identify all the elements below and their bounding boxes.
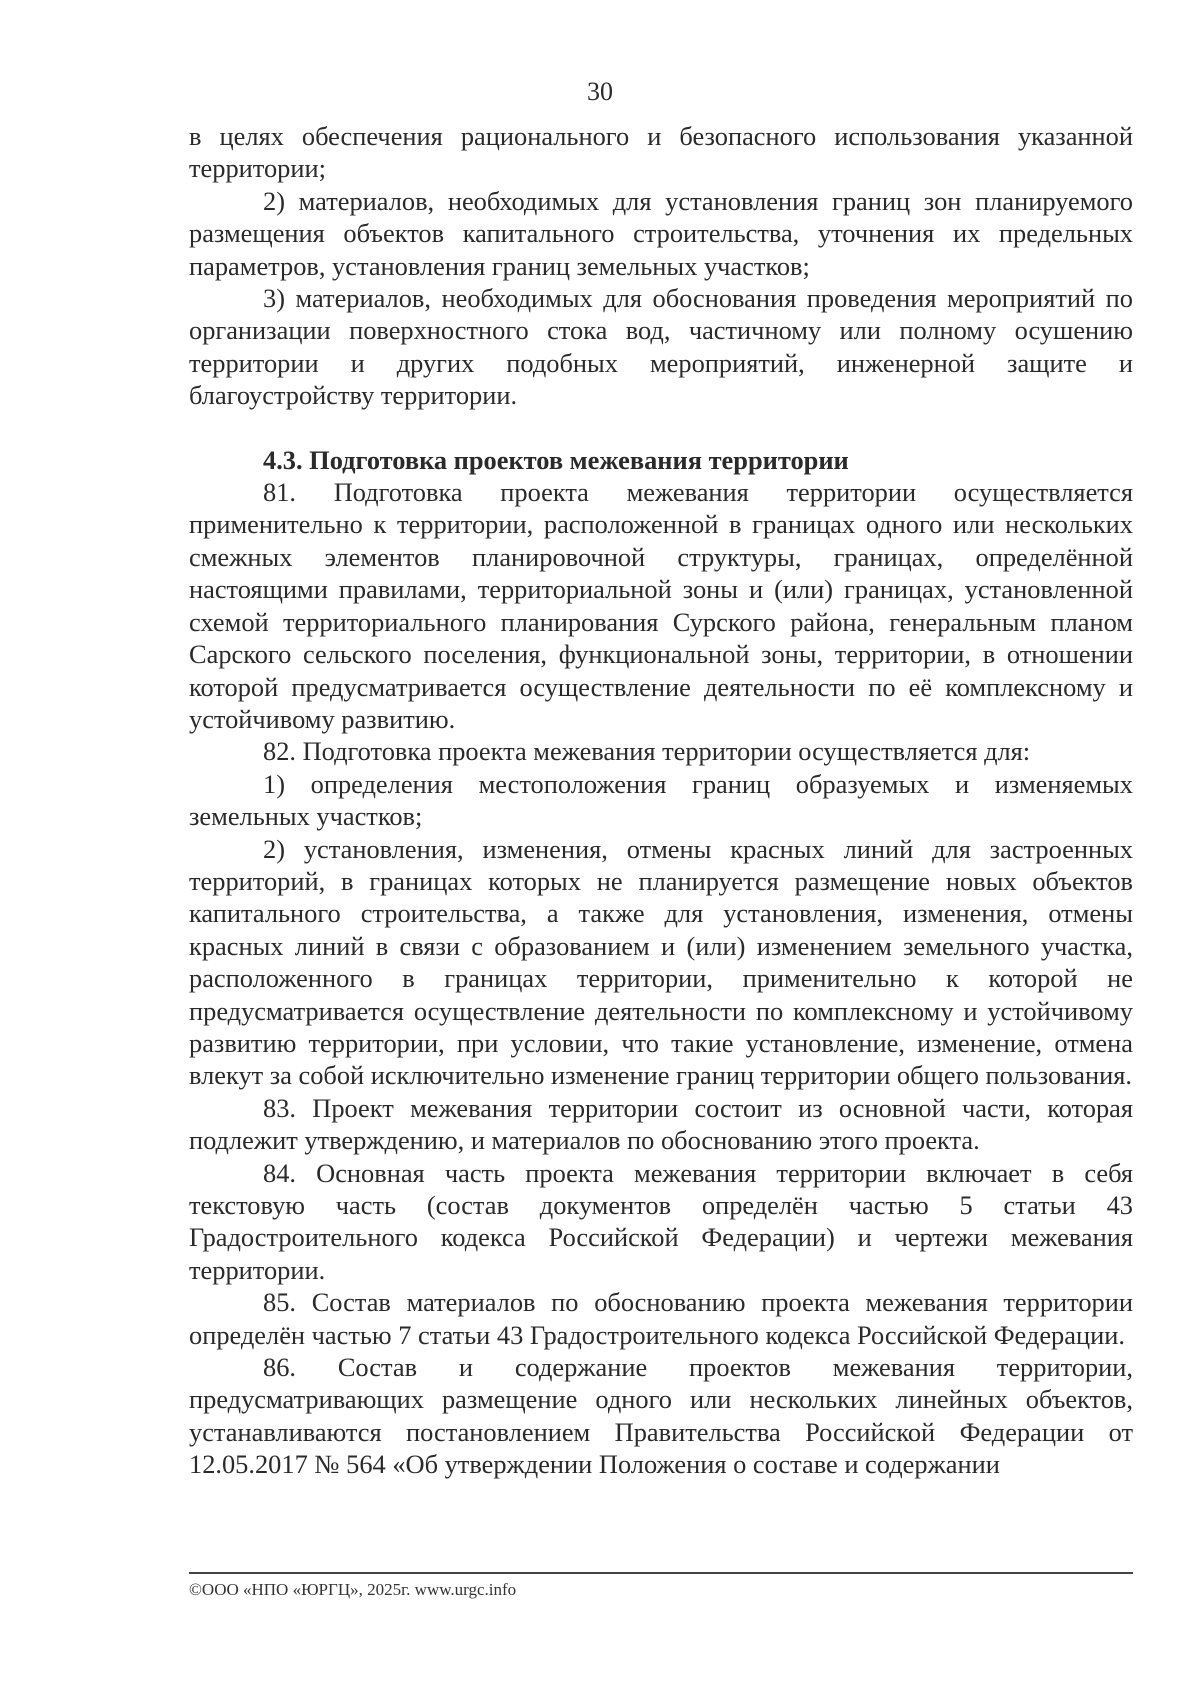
- paragraph-continuation: в целях обеспечения рационального и безопасного использования указанной территории;: [189, 121, 1133, 184]
- section-heading: 4.3. Подготовка проектов межевания территории: [263, 444, 849, 475]
- paragraph-86: 86. Состав и содержание проектов межевания территории, предусматривающих размещение одного или нескольких линейных объектов, устанавливаются постановлением Правительства Российской Федерации от 12.05.2017 № 564 «Об утверждении Положения о составе и содержании: [189, 1352, 1133, 1480]
- paragraph-84: 84. Основная часть проекта межевания территории включает в себя текстовую часть (состав документов определён частью 5 статьи 43 Градостроительного кодекса Российской Федерации) и чертежи межевания территории.: [189, 1157, 1133, 1285]
- footer-copyright: ©ООО «НПО «ЮРГЦ», 2025г. www.urgc.info: [189, 1580, 517, 1599]
- footer-divider: [189, 1572, 1133, 1574]
- paragraph-82-item-2: 2) установления, изменения, отмены красных линий для застроенных территорий, в границах которых не планируется размещение новых объектов капитального строительства, а также для установления, изменения, отмены красных линий в связи с образованием и (или) изменением земельного участка, расположенного в границах территории, применительно к которой не предусматривается осуществление деятельности по комплексному и устойчивому развитию территории, при условии, что такие установление, изменение, отмена влекут за собой исключительно изменение границ территории общего пользования.: [189, 833, 1133, 1091]
- page-number: 30: [587, 77, 613, 106]
- section-spacer: [189, 412, 1133, 444]
- list-item-3: 3) материалов, необходимых для обоснования проведения мероприятий по организации поверхностного стока вод, частичному или полному осушению территории и других подобных мероприятий, инженерной защите и благоустройству территории.: [189, 283, 1133, 411]
- page-body: [189, 120, 1133, 1481]
- paragraph-83: 83. Проект межевания территории состоит из основной части, которая подлежит утверждению, и материалов по обоснованию этого проекта.: [189, 1092, 1133, 1156]
- paragraph-85: 85. Состав материалов по обоснованию проекта межевания территории определён частью 7 статьи 43 Градостроительного кодекса Российской Федерации.: [189, 1287, 1133, 1350]
- paragraph-82: 82. Подготовка проекта межевания территории осуществляется для:: [263, 736, 1031, 767]
- paragraph-81: 81. Подготовка проекта межевания территории осуществляется применительно к территории, расположенной в границах одного или нескольких смежных элементов планировочной структуры, границах, определённой настоящими правилами, территориальной зоны и (или) границах, установленной схемой территориального планирования Сурского района, генеральным планом Сарского сельского поселения, функциональной зоны, территории, в отношении которой предусматривается осуществление деятельности по её комплексному и устойчивому развитию.: [189, 477, 1133, 734]
- paragraph-82-item-1: 1) определения местоположения границ образуемых и изменяемых земельных участков;: [189, 768, 1133, 832]
- list-item-2: 2) материалов, необходимых для установления границ зон планируемого размещения объектов капитального строительства, уточнения их предельных параметров, установления границ земельных участков;: [189, 185, 1133, 281]
